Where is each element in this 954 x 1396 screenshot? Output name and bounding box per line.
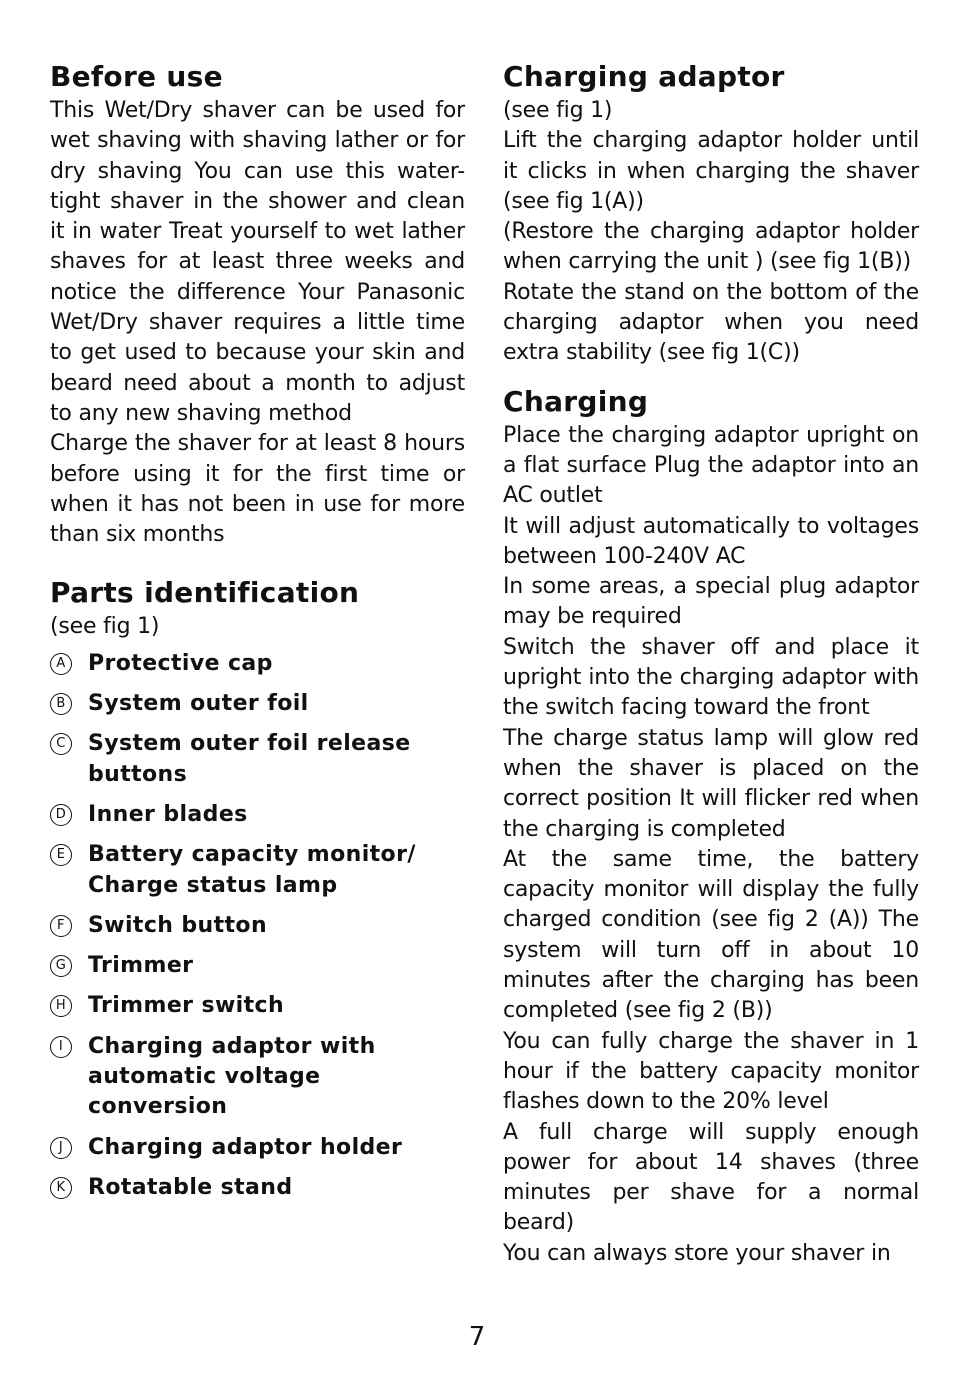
charging-adaptor-paragraph-3: (Restore the charging adaptor holder when carrying the unit ) (see fig 1(B)): [503, 219, 919, 275]
charging-paragraph-4: Switch the shaver off and place it upright into the charging adaptor with the switch facing toward the front: [503, 634, 919, 721]
part-label: Charging adaptor with automatic voltage conversion: [88, 1033, 376, 1120]
charging-paragraph-5: The charge status lamp will glow red when the shaver is placed on the correct position It will flicker red when the charging is completed: [503, 725, 919, 842]
letter-b-badge: B: [50, 693, 72, 715]
parts-see-fig: (see fig 1): [50, 614, 160, 640]
parts-list-item: [50, 649, 465, 679]
part-label: Trimmer switch: [88, 993, 285, 1019]
charging-adaptor-paragraph-4: Rotate the stand on the bottom of the charging adaptor when you need extra stability (see fig 1(C)): [503, 279, 919, 366]
part-label: Inner blades: [88, 801, 248, 827]
before-use-paragraph-2: Charge the shaver for at least 8 hours before using it for the first time or when it has not been in use for more than six months: [50, 431, 465, 548]
charging-paragraph-3: In some areas, a special plug adaptor may be required: [503, 574, 919, 630]
letter-j-badge: J: [50, 1137, 72, 1159]
part-label: Protective cap: [88, 650, 273, 676]
charging-paragraph-6: At the same time, the battery capacity monitor will display the fully charged condition (see fig 2 (A)) The system will turn off in about 10 minutes after the charging has been completed (see fig 2 (B)): [503, 846, 919, 1024]
part-label: Trimmer: [88, 953, 194, 979]
part-label: Rotatable stand: [88, 1174, 293, 1200]
before-use-paragraph-1: This Wet/Dry shaver can be used for wet shaving with shaving lather or for dry shaving You can use this water-tight shaver in the shower and clean it in water Treat yourself to wet lather shaves for at least three weeks and notice the difference Your Panasonic Wet/Dry shaver requires a little time to get used to because your skin and beard need about a month to adjust to any new shaving method: [50, 98, 465, 426]
letter-d-badge: D: [50, 804, 72, 826]
parts-list-item: [50, 840, 465, 901]
charging-paragraph-9: You can always store your shaver in: [503, 1240, 891, 1266]
charging-paragraph-7: You can fully charge the shaver in 1 hour if the battery capacity monitor flashes down to the 20% level: [503, 1028, 919, 1115]
charging-paragraph-8: A full charge will supply enough power for about 14 shaves (three minutes per shave for a normal beard): [503, 1119, 919, 1236]
charging-paragraph-1: Place the charging adaptor upright on a flat surface Plug the adaptor into an AC outlet: [503, 422, 919, 509]
part-label: System outer foil release buttons: [88, 731, 411, 787]
charging-adaptor-paragraph-2: Lift the charging adaptor holder until it clicks in when charging the shaver (see fig 1(A)): [503, 128, 919, 214]
parts-list-item: [50, 951, 465, 981]
letter-f-badge: F: [50, 915, 72, 937]
charging-paragraph-2: It will adjust automatically to voltages between 100-240V AC: [503, 513, 919, 569]
before-use-heading: Before use: [50, 60, 223, 93]
charging-heading: Charging: [503, 384, 649, 418]
page-number: 7: [468, 1322, 486, 1352]
part-label: Battery capacity monitor/ Charge status lamp: [88, 842, 416, 898]
part-label: Switch button: [88, 912, 268, 938]
letter-e-badge: E: [50, 844, 72, 866]
parts-list: [50, 649, 465, 1203]
part-label: Charging adaptor holder: [88, 1134, 403, 1160]
charging-adaptor-heading: Charging adaptor: [503, 60, 785, 93]
left-column: [50, 58, 465, 1213]
letter-a-badge: A: [50, 653, 72, 675]
parts-list-item: [50, 991, 465, 1021]
parts-list-item: [50, 689, 465, 719]
letter-c-badge: C: [50, 733, 72, 755]
parts-list-item: [50, 1173, 465, 1203]
letter-k-badge: K: [50, 1177, 72, 1199]
parts-list-item: [50, 1032, 465, 1123]
parts-identification-heading: Parts identification: [50, 576, 360, 610]
right-column: [503, 58, 919, 1269]
parts-list-item: [50, 911, 465, 941]
parts-list-item: [50, 800, 465, 830]
parts-list-item: [50, 729, 465, 790]
letter-i-badge: I: [50, 1036, 72, 1058]
letter-h-badge: H: [50, 995, 72, 1017]
letter-g-badge: G: [50, 955, 72, 977]
parts-list-item: [50, 1133, 465, 1163]
charging-adaptor-paragraph-1: (see fig 1): [503, 98, 613, 123]
part-label: System outer foil: [88, 691, 309, 717]
